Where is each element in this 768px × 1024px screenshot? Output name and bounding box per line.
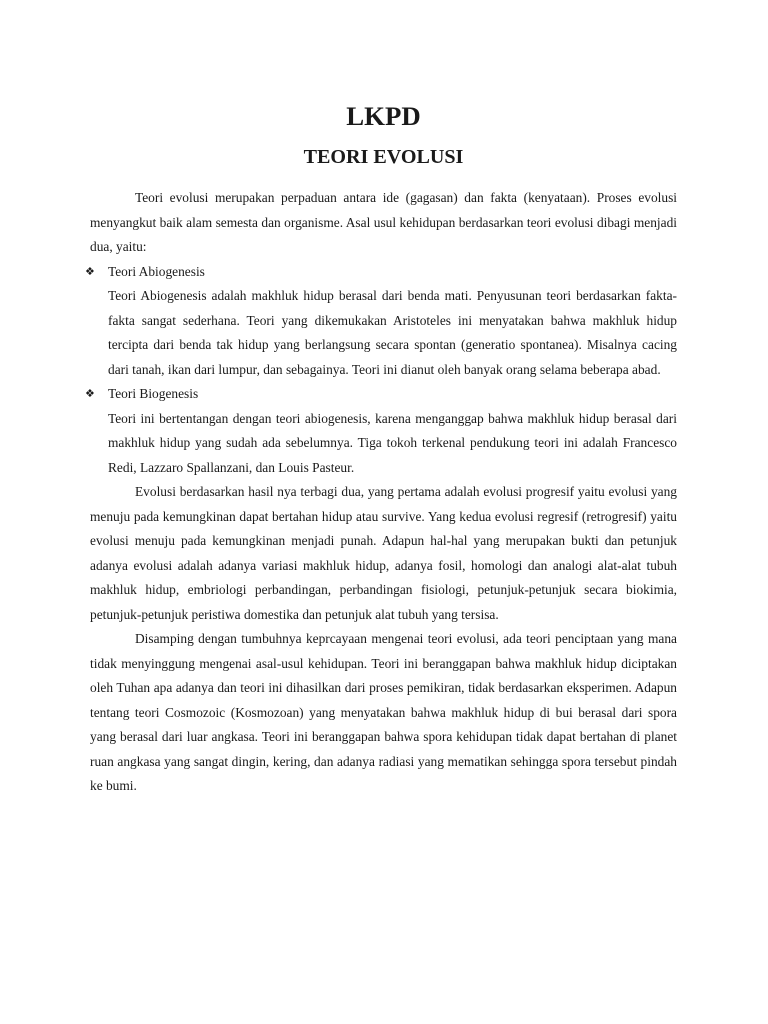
body-paragraph-penciptaan: Disamping dengan tumbuhnya keprcayaan mengenai teori evolusi, ada teori penciptaan yang mana tidak menyinggung mengenai asal-usul kehidupan. Teori ini beranggapan bahwa makhluk hidup diciptakan oleh Tuhan apa adanya dan teori ini dihasilkan dari proses pemikiran, tidak berdasarkan eksperimen. Adapun tentang teori Cosmozoic (Kosmozoan) yang menyatakan bahwa makhluk hidup di bui berasal dari spora yang berasal dari luar angkasa. Teori ini beranggapan bahwa spora kehidupan tidak dapat bertahan di planet ruan angkasa yang sangat dingin, kering, dan adanya radiasi yang mematikan sehingga spora tersebut pindah ke bumi. <box>90 631 677 793</box>
diamond-bullet-icon: ❖ <box>85 264 95 278</box>
bullet-heading: Teori Abiogenesis <box>108 263 205 279</box>
document-page <box>85 101 677 799</box>
diamond-bullet-icon: ❖ <box>85 387 95 400</box>
bullet-text: Teori Abiogenesis adalah makhluk hidup berasal dari benda mati. Penyusunan teori berdasarkan fakta-fakta sangat sederhana. Teori yang dikemukakan Aristoteles ini menyatakan bahwa makhluk hidup tercipta dari benda tak hidup yang berlangsung secara spontan (generatio spontanea). Misalnya cacing dari tanah, ikan dari lumpur, dan sebagainya. Teori ini dianut oleh banyak orang selama beberapa abad. <box>108 288 677 377</box>
document-subtitle: TEORI EVOLUSI <box>303 145 464 168</box>
bullet-text: Teori ini bertentangan dengan teori abiogenesis, karena menganggap bahwa makhluk hidup berasal dari makhluk hidup yang sudah ada sebelumnya. Tiga tokoh terkenal pendukung teori ini adalah Francesco Redi, Lazzaro Spallanzani, dan Louis Pasteur. <box>108 410 677 475</box>
bullet-item-biogenesis <box>85 382 677 480</box>
body-paragraph-evolusi: Evolusi berdasarkan hasil nya terbagi dua, yang pertama adalah evolusi progresif yaitu evolusi yang menuju pada kemungkinan dapat bertahan hidup atau survive. Yang kedua evolusi regresif (retrogresif) yaitu evolusi menuju pada kemungkinan menjadi punah. Adapun hal-hal yang merupakan bukti dan petunjuk adanya evolusi adalah adanya variasi makhluk hidup, adanya fosil, homologi dan analogi alat-alat tubuh makhluk hidup, embriologi perbandingan, perbandingan fisiologi, petunjuk-petunjuk secara biokimia, petunjuk-petunjuk peristiwa domestika dan petunjuk alat tubuh yang tersisa. <box>90 484 677 622</box>
intro-paragraph: Teori evolusi merupakan perpaduan antara ide (gagasan) dan fakta (kenyataan). Proses evolusi menyangkut baik alam semesta dan organisme. Asal usul kehidupan berdasarkan teori evolusi dibagi menjadi dua, yaitu: <box>90 190 677 254</box>
bullet-item-abiogenesis <box>85 260 677 383</box>
document-title: LKPD <box>346 101 421 131</box>
bullet-heading: Teori Biogenesis <box>108 386 199 401</box>
